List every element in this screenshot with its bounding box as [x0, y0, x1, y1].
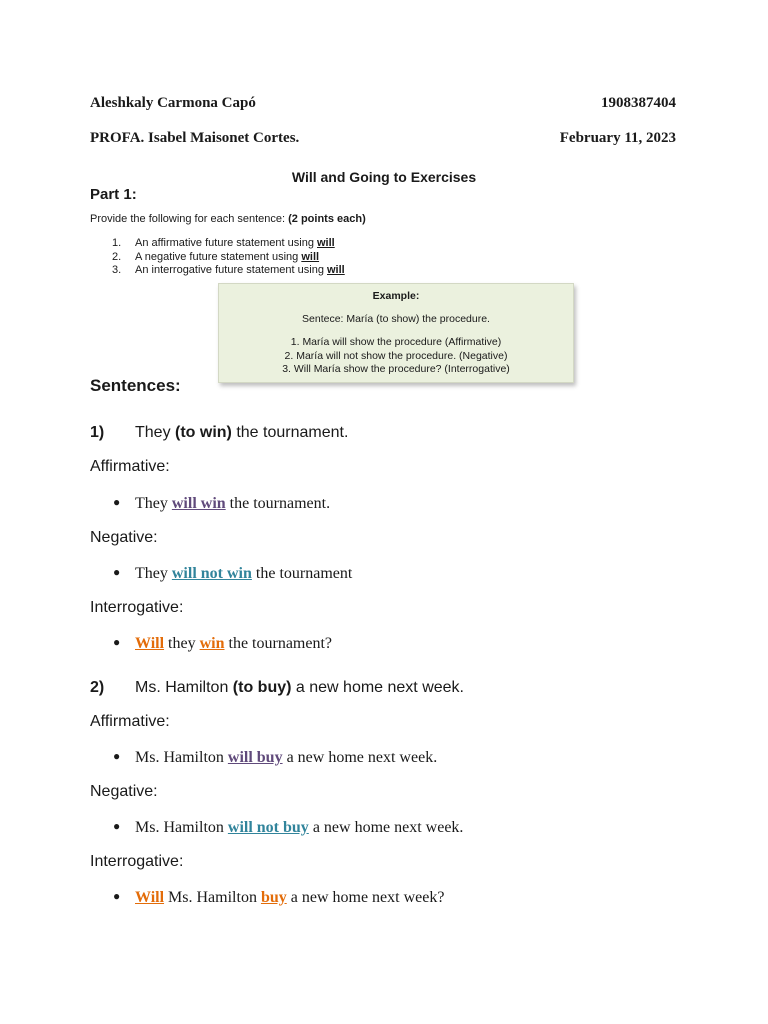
answer-text: Ms. Hamilton	[164, 889, 261, 906]
requirement-keyword: will	[327, 264, 345, 276]
interrogative-answer	[113, 635, 332, 653]
requirement-text: An affirmative future statement using	[135, 237, 317, 249]
student-id: 1908387404	[601, 95, 676, 111]
example-item: 3. Will María show the procedure? (Interrogative)	[282, 363, 510, 375]
instruction-text: Provide the following for each sentence:	[90, 213, 286, 225]
bullet-icon: ●	[113, 495, 121, 509]
answer-highlight: Will	[135, 889, 165, 906]
requirement-keyword: will	[301, 250, 320, 263]
list-number: 2.	[112, 250, 122, 263]
requirement-text: An interrogative future statement using	[135, 264, 327, 276]
prompt-verb: (to buy)	[232, 679, 292, 696]
negative-label: Negative:	[90, 529, 158, 546]
negative-answer	[113, 819, 463, 837]
sentence-number: 1)	[90, 424, 105, 441]
requirement-item	[112, 237, 345, 251]
answer-text: Ms. Hamilton	[135, 749, 228, 766]
prompt-text: a new home next week.	[291, 679, 464, 696]
bullet-icon: ●	[113, 635, 121, 649]
document-date: February 11, 2023	[559, 130, 676, 146]
student-name: Aleshkaly Carmona Capó	[90, 95, 256, 111]
answer-text: They	[135, 495, 172, 512]
answer-highlight: win	[199, 635, 225, 652]
answer-highlight: will win	[171, 495, 226, 512]
answer-highlight: will buy	[227, 749, 283, 766]
requirements-list	[112, 237, 345, 278]
interrogative-label: Interrogative:	[90, 599, 184, 616]
negative-label: Negative:	[90, 783, 158, 800]
part1-heading: Part 1:	[90, 186, 137, 203]
answer-highlight: buy	[260, 889, 287, 906]
answer-text: the tournament	[251, 565, 353, 582]
interrogative-answer	[113, 889, 444, 907]
prompt-text: the tournament.	[231, 424, 349, 441]
answer-highlight: will not win	[171, 565, 252, 582]
document-title: Will and Going to Exercises	[291, 169, 477, 185]
interrogative-label: Interrogative:	[90, 853, 184, 870]
answer-text: Ms. Hamilton	[135, 819, 228, 836]
answer-text: They	[135, 565, 172, 582]
affirmative-label: Affirmative:	[90, 713, 170, 730]
answer-text: the tournament.	[225, 495, 331, 512]
bullet-icon: ●	[113, 565, 121, 579]
prompt-text: They	[135, 424, 176, 441]
bullet-icon: ●	[113, 749, 121, 763]
example-list	[219, 336, 573, 377]
answer-highlight: will not buy	[227, 819, 309, 836]
requirement-keyword: will	[317, 237, 335, 249]
prompt-text: Ms. Hamilton	[135, 679, 233, 696]
answer-text: a new home next week.	[308, 819, 464, 836]
example-box	[218, 283, 574, 383]
sentence-prompt	[135, 424, 348, 442]
answer-highlight: Will	[135, 635, 165, 652]
example-title: Example:	[372, 290, 420, 302]
requirement-text: A negative future statement using	[135, 250, 302, 263]
bullet-icon: ●	[113, 819, 121, 833]
instruction-points: (2 points each)	[288, 213, 366, 225]
requirement-item	[112, 264, 345, 278]
list-number: 3.	[112, 264, 122, 276]
sentence-prompt	[135, 679, 464, 697]
bullet-icon: ●	[113, 889, 121, 903]
answer-text: a new home next week?	[286, 889, 445, 906]
prompt-verb: (to win)	[175, 424, 232, 441]
example-item: 2. María will not show the procedure. (Negative)	[284, 349, 508, 362]
answer-text: a new home next week.	[282, 749, 438, 766]
example-item: 1. María will show the procedure (Affirmative)	[290, 336, 502, 348]
affirmative-label: Affirmative:	[90, 458, 170, 475]
answer-text: the tournament?	[224, 635, 333, 652]
list-number: 1.	[112, 237, 122, 249]
professor-name: PROFA. Isabel Maisonet Cortes.	[90, 130, 300, 146]
answer-text: they	[164, 635, 200, 652]
example-sentence: Sentece: María (to show) the procedure.	[302, 313, 490, 325]
sentence-number: 2)	[90, 679, 105, 696]
negative-answer	[113, 565, 352, 583]
affirmative-answer	[113, 749, 437, 767]
affirmative-answer	[113, 495, 330, 513]
part1-instruction	[90, 213, 366, 225]
requirement-item	[112, 251, 345, 265]
sentences-heading: Sentences:	[90, 376, 181, 395]
